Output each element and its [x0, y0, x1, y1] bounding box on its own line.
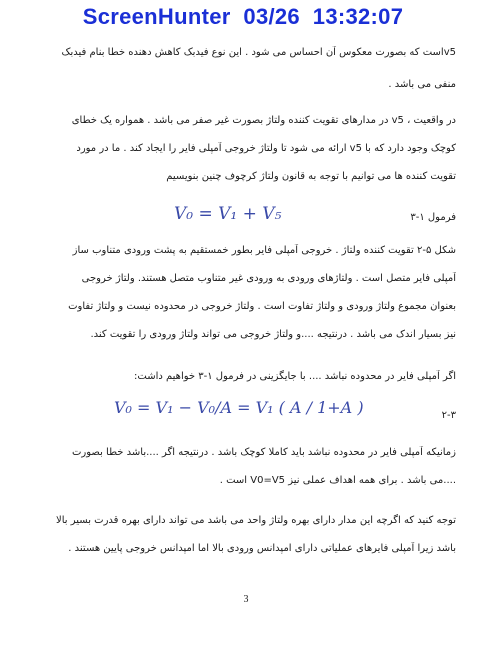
p3-line-1: شکل ۵-۲ تقویت کننده ولتاژ . خروجی آمپلی فایر بطور خمستقیم به پشت ورودی متناوب ساز — [72, 245, 456, 256]
p3-line-4: نیز بسیار اندک می باشد . درنتیجه ....و ولتاژ خروجی می تواند ولتاژ ورودی را تقویت کند. — [90, 329, 456, 340]
formula-1-label: فرمول ۱-۳ — [410, 212, 456, 223]
formula-2-label: ۲-۳ — [441, 410, 456, 421]
p2-line-2: کوچک وجود دارد که با v5 ارائه می شود تا ولتاژ خروجی آمپلی فایر را ایجاد کند . ما در مورد — [76, 143, 456, 154]
formula-1-handwritten: V₀ = V₁ + V₅ — [174, 204, 282, 224]
p2-line-1: در واقعیت ، v5 در مدارهای تقویت کننده ولتاژ بصورت غیر صفر می باشد . همواره یک خطای — [71, 115, 456, 126]
p3-line-3: بعنوان مجموع ولتاژ ورودی و ولتاژ تفاوت است . ولتاژ خروجی در محدوده نیست و ولتاژ تفاوت — [68, 301, 456, 312]
p3-line-2: آمپلی فایر متصل است . ولتاژهای ورودی به ورودی غیر متناوب متصل هستند. ولتاژ خروجی — [81, 273, 456, 284]
screenhunter-banner: ScreenHunter 03/26 13:32:07 — [82, 4, 404, 29]
p1-line-1: v5است که بصورت معکوس آن احساس می شود . این نوع فیدبک کاهش دهنده خطا بنام فیدبک — [61, 47, 456, 58]
document-page — [36, 36, 456, 636]
formula-2-handwritten: V₀ = V₁ − V₀/A = V₁ ( A / 1+A ) — [114, 398, 364, 417]
page-number: 3 — [243, 594, 249, 605]
p2-line-3: تقویت کننده ها می توانیم با توجه به قانون ولتاژ کرچوف چنین بنویسیم — [166, 171, 456, 182]
p6-line-2: باشد زیرا آمپلی فایرهای عملیاتی دارای امپدانس ورودی بالا اما امپدانس خروجی پایین هستند . — [68, 543, 456, 554]
p5-line-1: زمانیکه آمپلی فایر در محدوده نباشد باید کاملا کوچک باشد . درنتیجه اگر ....باشد خطا بصورت — [72, 447, 456, 458]
p1-line-2: منفی می باشد . — [388, 79, 456, 90]
p4-line: اگر آمپلی فایر در محدوده نباشد .... با جایگزینی در فرمول ۱-۳ خواهیم داشت: — [134, 371, 456, 382]
p5-line-2: ....می باشد . برای همه اهداف عملی نیز V0=V5 است . — [219, 475, 456, 486]
p6-line-1: توجه کنید که اگرچه این مدار دارای بهره ولتاژ واحد می باشد می تواند دارای بهره قدرت بسیر بالا — [56, 515, 456, 526]
